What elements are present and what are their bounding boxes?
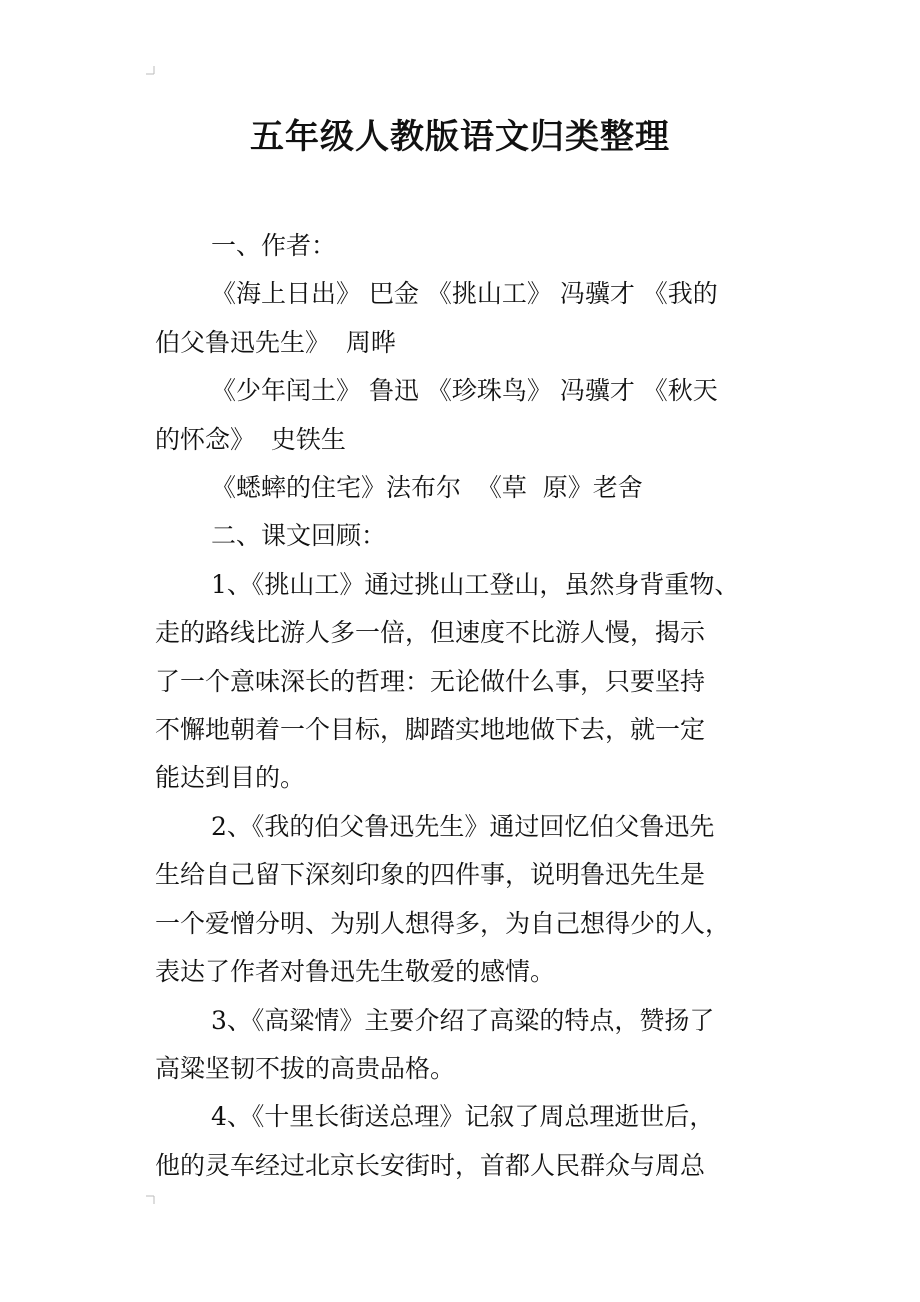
text-line: 高粱坚韧不拔的高贵品格。 — [155, 1053, 456, 1083]
text-line: 《蟋蟀的住宅》法布尔 《草 原》老舍 — [211, 473, 643, 503]
document-body — [155, 222, 785, 1190]
text-line: 能达到目的。 — [155, 763, 306, 793]
text-line: 生给自己留下深刻印象的四件事，说明鲁迅先生是 — [155, 860, 706, 890]
text-line: 2、《我的伯父鲁迅先生》通过回忆伯父鲁迅先 — [211, 811, 715, 841]
text-line: 的怀念》 史铁生 — [155, 424, 346, 454]
text-line: 他的灵车经过北京长安街时，首都人民群众与周总 — [155, 1150, 706, 1180]
text-line: 走的路线比游人多一倍，但速度不比游人慢，揭示 — [155, 618, 706, 648]
text-line: 了一个意味深长的哲理：无论做什么事，只要坚持 — [155, 666, 706, 696]
text-line: 不懈地朝着一个目标，脚踏实地地做下去，就一定 — [155, 715, 706, 745]
text-line: 《海上日出》 巴金 《挑山工》 冯骥才 《我的 — [211, 279, 718, 309]
text-line: 1、《挑山工》通过挑山工登山，虽然身背重物、 — [211, 569, 740, 599]
text-line: 一个爱憎分明、为别人想得多，为自己想得少的人， — [155, 908, 731, 938]
text-line: 《少年闰土》 鲁迅 《珍珠鸟》 冯骥才 《秋天 — [211, 376, 718, 406]
section-heading-review: 二、课文回顾： — [211, 521, 387, 551]
section-heading-authors: 一、作者： — [211, 231, 337, 260]
text-line: 3、《高粱情》主要介绍了高粱的特点，赞扬了 — [211, 1005, 715, 1035]
corner-mark-top-left — [146, 66, 156, 76]
document-title: 五年级人教版语文归类整理 — [250, 117, 670, 157]
text-line: 表达了作者对鲁迅先生敬爱的感情。 — [155, 957, 556, 987]
text-line: 4、《十里长街送总理》记叙了周总理逝世后， — [211, 1102, 715, 1132]
text-line: 伯父鲁迅先生》 周晔 — [155, 327, 396, 357]
corner-mark-bottom-left — [146, 1194, 156, 1204]
